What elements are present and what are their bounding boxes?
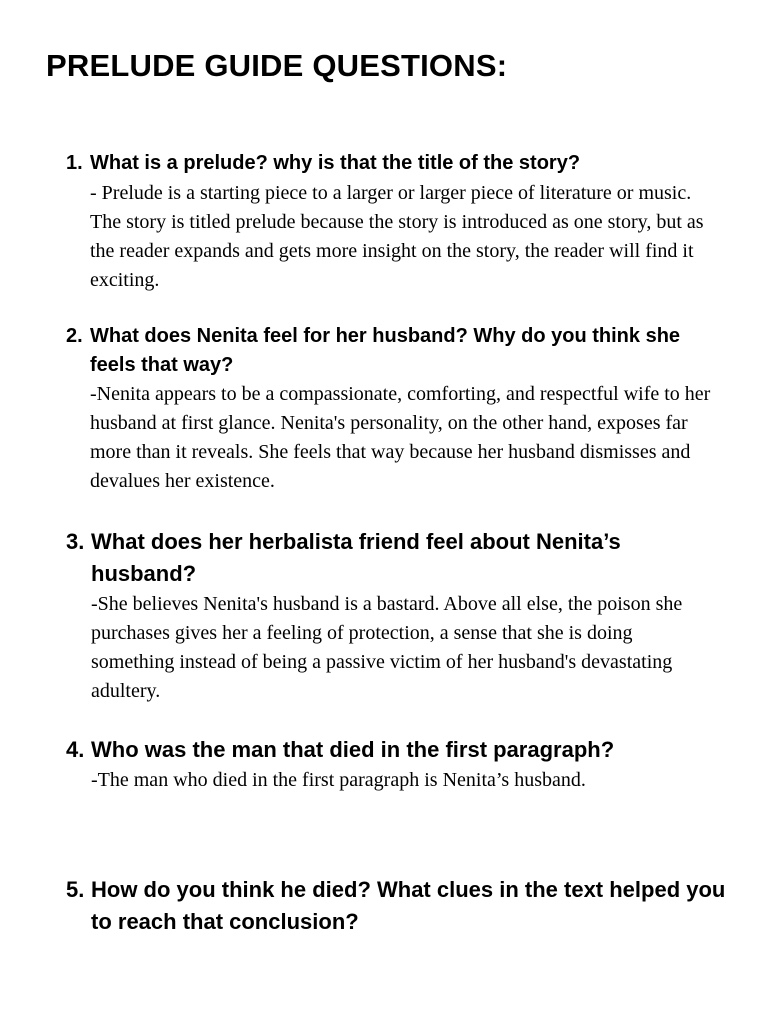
question-text: How do you think he died? What clues in the text helped you to reach that conclusion? (91, 877, 726, 934)
question-item-3 (66, 526, 706, 706)
answer-text: -Nenita appears to be a compassionate, comforting, and respectful wife to her husband at first glance. Nenita's personality, on the other hand, exposes far more than it reveals. She feels that way because her husband dismisses and devalues her existence. (90, 383, 711, 492)
question-text: Who was the man that died in the first paragraph? (91, 737, 615, 762)
question-number: 3. (66, 529, 85, 554)
question-item-4 (66, 734, 726, 795)
question-text: What is a prelude? why is that the title of the story? (90, 152, 581, 174)
page-title: PRELUDE GUIDE QUESTIONS: (46, 48, 508, 83)
question-heading (66, 148, 716, 179)
question-heading (66, 526, 706, 590)
answer-text: - Prelude is a starting piece to a larger or larger piece of literature or music. The story is titled prelude because the story is introduced as one story, but as the reader expands and gets more insight on the story, the reader will find it exciting. (90, 182, 704, 291)
question-heading (66, 734, 726, 766)
question-text: What does Nenita feel for her husband? Why do you think she feels that way? (90, 325, 681, 376)
question-item-1 (66, 148, 716, 295)
question-number: 4. (66, 737, 85, 762)
answer-text: -She believes Nenita's husband is a bastard. Above all else, the poison she purchases gives her a feeling of protection, a sense that she is doing something instead of being a passive victim of her husband's devastating adultery. (91, 593, 683, 702)
question-number: 2. (66, 325, 83, 347)
question-number: 5. (66, 877, 85, 902)
question-item-2 (66, 322, 726, 496)
question-text: What does her herbalista friend feel about Nenita’s husband? (91, 529, 621, 586)
question-item-5 (66, 874, 726, 938)
question-number: 1. (66, 152, 83, 174)
answer-text: -The man who died in the first paragraph is Nenita’s husband. (91, 769, 586, 791)
question-heading (66, 322, 726, 380)
question-heading (66, 874, 726, 938)
